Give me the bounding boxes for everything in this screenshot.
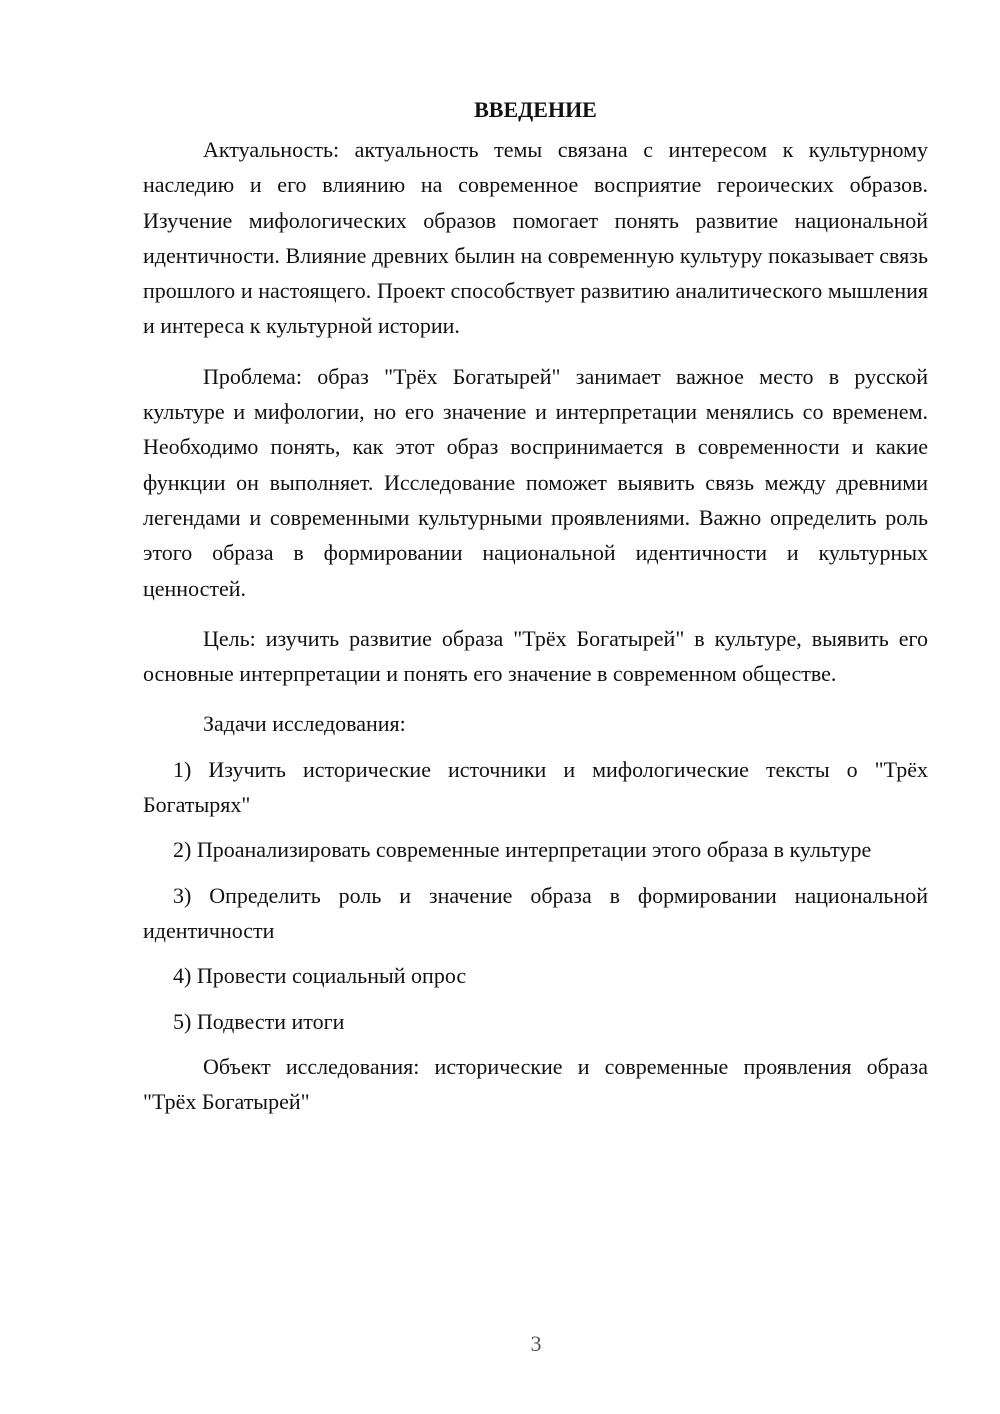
section-heading: ВВЕДЕНИЕ: [474, 97, 597, 122]
relevance-paragraph: Актуальность: актуальность темы связана с интересом к культурному наследию и его влиянию на современное восприятие героических образов. Изучение мифологических образов помогает понять развитие национальной идентичности. Влияние древних былин на современную культуру показывает связь прошлого и настоящего. Проект способствует развитию аналитического мышления и интереса к культурной истории.: [143, 137, 928, 339]
page-number: 3: [530, 1331, 542, 1356]
task-item: 5) Подвести итоги: [173, 1008, 345, 1034]
task-item: 3) Определить роль и значение образа в формировании национальной идентичности: [143, 882, 928, 943]
task-item: 2) Проанализировать современные интерпретации этого образа в культуре: [173, 837, 872, 863]
document-page: [143, 92, 928, 1134]
goal-paragraph: Цель: изучить развитие образа "Трёх Богатырей" в культуре, выявить его основные интерпретации и понять его значение в современном обществе.: [143, 625, 928, 687]
task-item: 1) Изучить исторические источники и мифологические тексты о "Трёх Богатырях": [143, 756, 928, 818]
task-item: 4) Провести социальный опрос: [173, 963, 467, 989]
problem-paragraph: Проблема: образ "Трёх Богатырей" занимает важное место в русской культуре и мифологии, но его значение и интерпретации менялись со временем. Необходимо понять, как этот образ воспринимается в современности и какие функции он выполняет. Исследование поможет выявить связь между древними легендами и современными культурными проявлениями. Важно определить роль этого образа в формировании национальной идентичности и культурных ценностей.: [143, 363, 928, 601]
tasks-heading: Задачи исследования:: [203, 711, 406, 737]
object-paragraph: Объект исследования: исторические и современные проявления образа "Трёх Богатырей": [143, 1053, 928, 1115]
